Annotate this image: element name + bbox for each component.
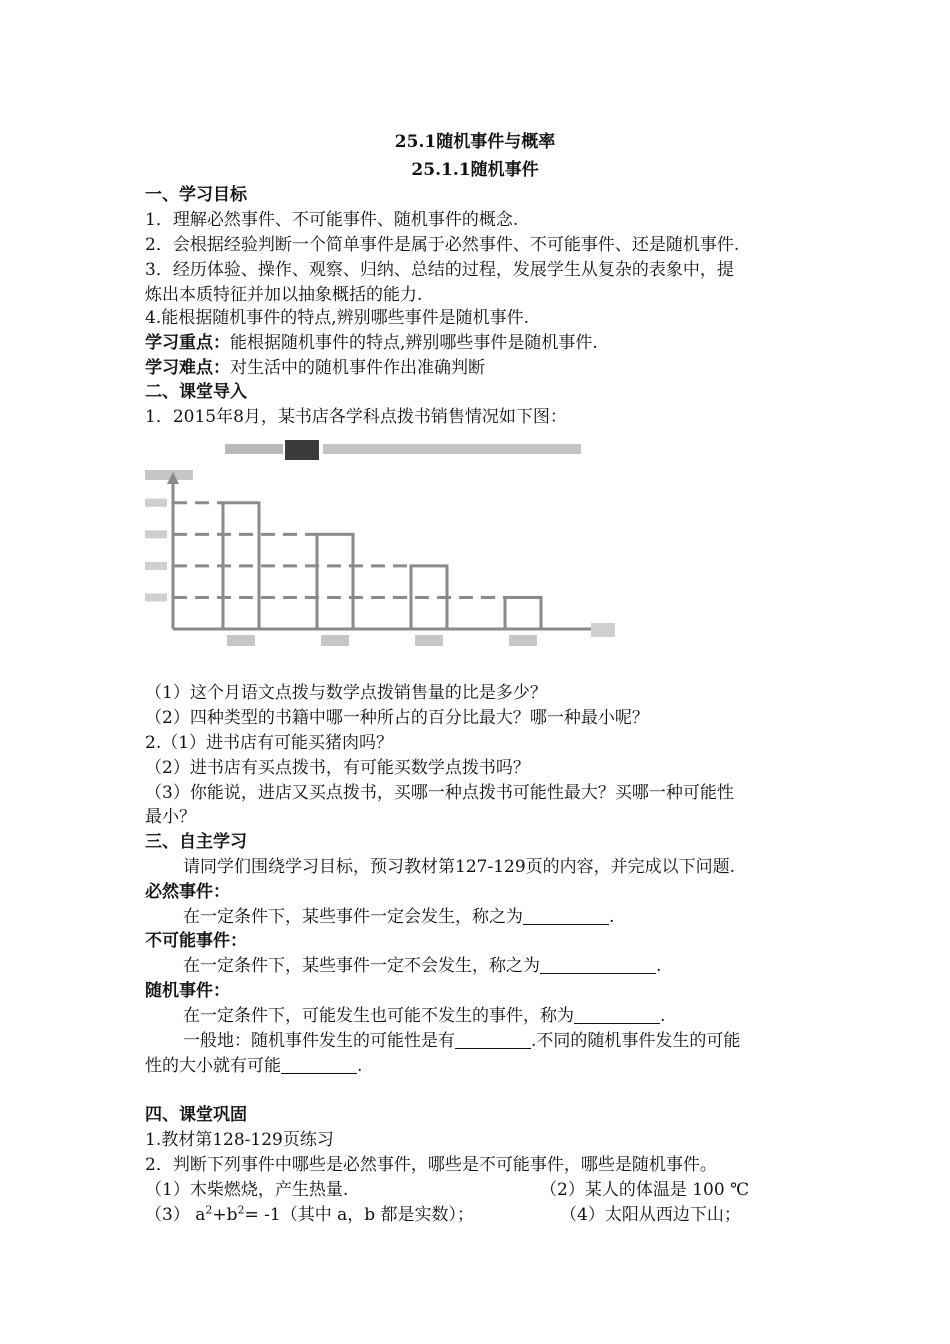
category-label-blur bbox=[227, 635, 255, 646]
objective-item: 2．会根据经验判断一个简单事件是属于必然事件、不可能事件、还是随机事件. bbox=[145, 235, 740, 255]
x-axis-label-blur bbox=[591, 623, 615, 637]
problem-3: （3） $a^2+b^2= -1$（其中 a，b 都是实数）； bbox=[145, 1203, 475, 1225]
consolidation-item-1: 1.教材第128-129页练习 bbox=[145, 1130, 334, 1150]
section-heading-consolidation: 四、课堂巩固 bbox=[145, 1105, 247, 1125]
difficulty-line bbox=[145, 353, 485, 378]
impossible-event-text: 在一定条件下，某些事件一定不会发生，称之为 bbox=[183, 956, 540, 976]
section-heading-self-study: 三、自主学习 bbox=[145, 832, 247, 852]
problem-4: （4）太阳从西边下山； bbox=[560, 1205, 741, 1225]
document-subtitle: 25.1.1随机事件 bbox=[411, 160, 539, 180]
difficulty-text: 对生活中的随机事件作出准确判断 bbox=[230, 358, 485, 378]
question-3: 2.（1）进书店有可能买猪肉吗？ bbox=[145, 733, 394, 753]
y-tick-label-blur bbox=[145, 499, 167, 507]
sales-bar-chart bbox=[145, 432, 620, 660]
key-point-label: 学习重点： bbox=[145, 333, 230, 353]
certain-event-label: 必然事件： bbox=[145, 882, 230, 902]
question-4: （2）进书店有买点拨书，有可能买数学点拨书吗？ bbox=[145, 758, 530, 778]
document-title: 25.1随机事件与概率 bbox=[394, 132, 556, 152]
certain-event-line: 在一定条件下，某些事件一定会发生，称之为 . bbox=[183, 907, 615, 927]
y-tick-label-blur bbox=[145, 593, 167, 601]
general-line: 一般地：随机事件发生的可能性是有 .不同的随机事件发生的可能 bbox=[183, 1031, 741, 1051]
self-study-intro: 请同学们围绕学习目标，预习教材第127-129页的内容，并完成以下问题. bbox=[183, 857, 736, 877]
bar bbox=[317, 534, 353, 629]
chart-svg bbox=[145, 432, 620, 660]
intro-text: 1．2015年8月，某书店各学科点拨书销售情况如下图： bbox=[145, 407, 567, 427]
category-label-blur bbox=[415, 635, 443, 646]
objective-item: 3．经历体验、操作、观察、归纳、总结的过程，发展学生从复杂的表象中，提 bbox=[145, 260, 734, 280]
problem-2: （2）某人的体温是 100 ℃ bbox=[540, 1180, 750, 1200]
bar bbox=[505, 597, 541, 629]
key-point-line bbox=[145, 328, 598, 353]
category-label-blur bbox=[509, 635, 537, 646]
problem-1: （1）木柴燃烧，产生热量. bbox=[145, 1180, 349, 1200]
category-label-blur bbox=[321, 635, 349, 646]
impossible-event-blank[interactable] bbox=[540, 957, 656, 974]
section-heading-objectives: 一、学习目标 bbox=[145, 185, 247, 205]
certain-event-blank[interactable] bbox=[523, 908, 609, 925]
general-line-continued: 性的大小就有可能 . bbox=[145, 1056, 363, 1076]
question-2: （2）四种类型的书籍中哪一种所占的百分比最大？哪一种最小呢？ bbox=[145, 708, 649, 728]
question-1: （1）这个月语文点拨与数学点拨销售量的比是多少？ bbox=[145, 683, 547, 703]
objective-item: 炼出本质特征并加以抽象概括的能力. bbox=[145, 285, 423, 305]
certain-event-text: 在一定条件下，某些事件一定会发生，称之为 bbox=[183, 907, 523, 927]
possibility-blank[interactable] bbox=[455, 1032, 531, 1049]
consolidation-item-2: 2．判断下列事件中哪些是必然事件，哪些是不可能事件，哪些是随机事件。 bbox=[145, 1155, 717, 1175]
impossible-event-label: 不可能事件： bbox=[145, 931, 247, 951]
impossible-event-line: 在一定条件下，某些事件一定不会发生，称之为 . bbox=[183, 956, 662, 976]
random-event-line: 在一定条件下，可能发生也可能不发生的事件，称为 . bbox=[183, 1006, 666, 1026]
random-event-label: 随机事件： bbox=[145, 981, 230, 1001]
question-5: （3）你能说，进店又买点拨书，买哪一种点拨书可能性最大？买哪一种可能性 bbox=[145, 783, 734, 803]
random-event-text: 在一定条件下，可能发生也可能不发生的事件，称为 bbox=[183, 1006, 574, 1026]
question-5-continued: 最小？ bbox=[145, 807, 196, 827]
random-event-blank[interactable] bbox=[574, 1007, 660, 1024]
y-tick-label-blur bbox=[145, 530, 167, 538]
size-blank[interactable] bbox=[281, 1057, 357, 1074]
y-tick-label-blur bbox=[145, 562, 167, 570]
y-axis-label-blur bbox=[145, 470, 193, 480]
key-point-text: 能根据随机事件的特点,辨别哪些事件是随机事件. bbox=[230, 333, 598, 353]
objective-item: 4.能根据随机事件的特点,辨别哪些事件是随机事件. bbox=[145, 308, 530, 328]
objective-item: 1．理解必然事件、不可能事件、随机事件的概念. bbox=[145, 210, 519, 230]
chart-title-blur bbox=[225, 440, 581, 460]
difficulty-label: 学习难点： bbox=[145, 358, 230, 378]
section-heading-intro: 二、课堂导入 bbox=[145, 382, 247, 402]
